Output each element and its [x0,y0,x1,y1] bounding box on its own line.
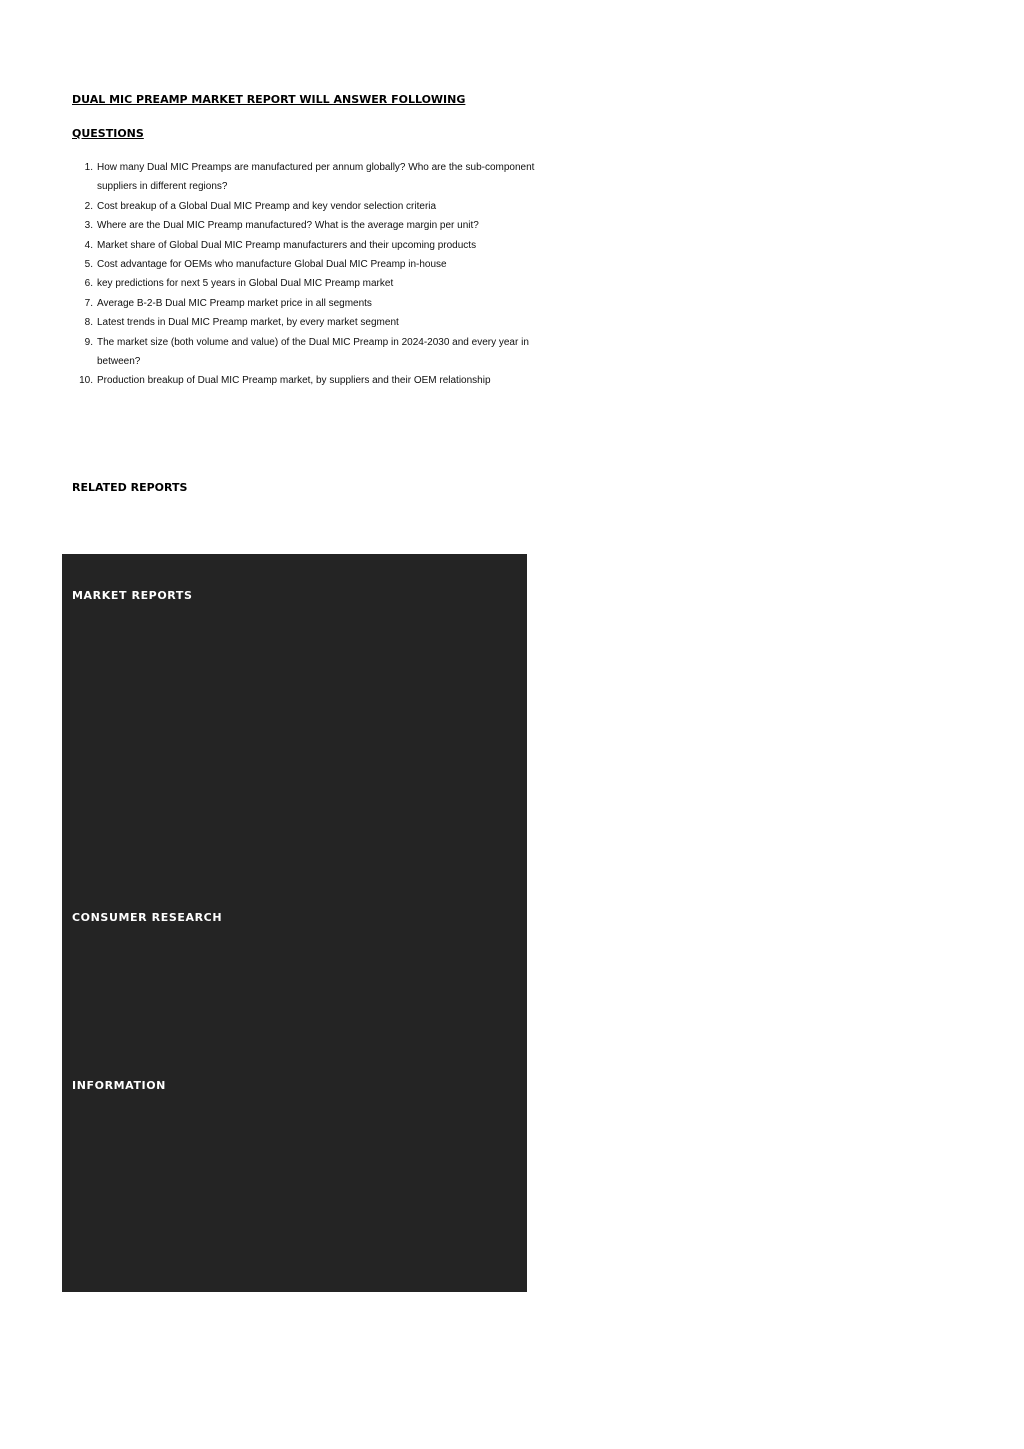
question-item: Market share of Global Dual MIC Preamp manufacturers and their upcoming products [97,239,477,251]
question-item: Cost advantage for OEMs who manufacture Global Dual MIC Preamp in-house [97,259,447,271]
related-reports-heading: RELATED REPORTS [72,481,188,494]
question-item: key predictions for next 5 years in Global Dual MIC Preamp market [97,278,394,290]
question-item: Average B-2-B Dual MIC Preamp market price in all segments [97,297,372,309]
question-item: How many Dual MIC Preamps are manufactured per annum globally? Who are the sub-component suppliers in different regions? [97,162,535,193]
questions-list [72,158,537,391]
report-questions-heading-continued: QUESTIONS [72,127,144,140]
question-item: Where are the Dual MIC Preamp manufactured? What is the average margin per unit? [97,220,479,232]
question-item: Production breakup of Dual MIC Preamp market, by suppliers and their OEM relationship [97,375,491,387]
market-reports-heading: MARKET REPORTS [72,589,193,602]
question-item: Latest trends in Dual MIC Preamp market, by every market segment [97,317,399,329]
consumer-research-heading: CONSUMER RESEARCH [72,911,223,924]
footer-panel [62,554,527,1292]
information-heading: INFORMATION [72,1079,166,1092]
question-item: The market size (both volume and value) of the Dual MIC Preamp in 2024-2030 and every year in between? [97,336,529,368]
question-item: Cost breakup of a Global Dual MIC Preamp and key vendor selection criteria [97,200,437,212]
report-questions-heading: DUAL MIC PREAMP MARKET REPORT WILL ANSWER FOLLOWING [72,93,466,106]
